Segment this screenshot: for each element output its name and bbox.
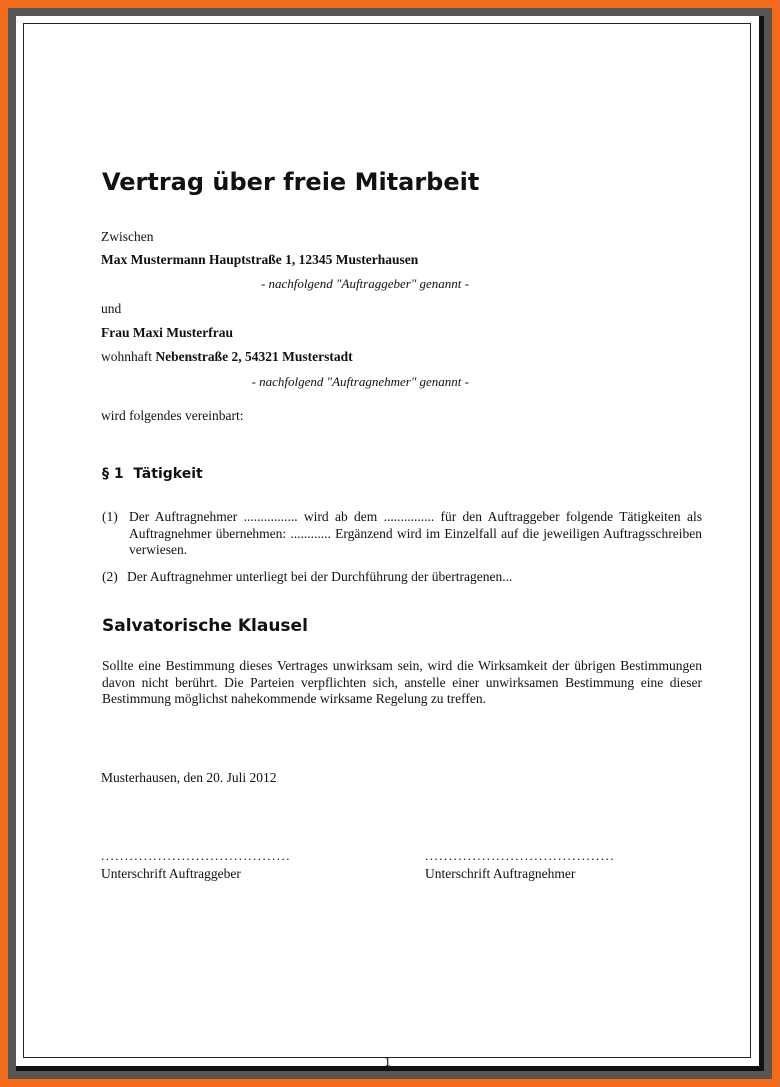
contractor-name: Frau Maxi Musterfrau	[101, 325, 233, 340]
section-1-title: Tätigkeit	[133, 466, 203, 482]
client-signature-line: ........................................	[101, 848, 291, 863]
contractor-address: Nebenstraße 2, 54321 Musterstadt	[155, 349, 353, 364]
clause-number: (2)	[102, 569, 118, 584]
contractor-residence	[101, 349, 353, 365]
page-number: 1	[384, 1054, 391, 1069]
contractor-role-note: - nachfolgend "Auftragnehmer" genannt -	[251, 374, 469, 389]
client-role-note: - nachfolgend "Auftraggeber" genannt -	[260, 276, 469, 291]
clause-text: Der Auftragnehmer ................ wird ab dem ............... für den Auftraggeber folgende Tätigkeiten als Auftragnehmer übernehmen: ............ Ergänzend wird im Einzelfall auf die jeweiligen Auftragsschreiben verwiesen.	[129, 509, 702, 557]
residence-prefix: wohnhaft	[101, 349, 152, 364]
clause-item	[102, 509, 702, 559]
clause-item	[102, 569, 702, 586]
and-label: und	[101, 301, 122, 316]
section-2-text: Sollte eine Bestimmung dieses Vertrages unwirksam sein, wird die Wirksamkeit der übrigen Bestimmungen davon nicht berührt. Die Parteien verpflichten sich, anstelle einer unwirksamen Bestimmung eine dieser Bestimmung möglichst nahekommende wirksame Regelung zu treffen.	[102, 658, 702, 706]
clause-number: (1)	[102, 509, 118, 524]
page-frame	[8, 8, 772, 1079]
contractor-signature-line: ........................................	[425, 848, 615, 863]
client-name-address: Max Mustermann Hauptstraße 1, 12345 Musterhausen	[101, 252, 419, 267]
clause-text: Der Auftragnehmer unterliegt bei der Durchführung der übertragenen...	[127, 569, 513, 584]
client-signature-label: Unterschrift Auftraggeber	[101, 866, 241, 881]
agreement-intro: wird folgendes vereinbart:	[101, 408, 244, 423]
document-title: Vertrag über freie Mitarbeit	[102, 168, 480, 196]
place-date: Musterhausen, den 20. Juli 2012	[101, 770, 277, 785]
contractor-signature-label: Unterschrift Auftragnehmer	[425, 866, 576, 881]
section-1-number: § 1	[102, 466, 124, 482]
between-label: Zwischen	[101, 229, 154, 244]
section-1-heading	[102, 466, 203, 482]
document-page	[16, 16, 764, 1071]
section-2-heading: Salvatorische Klausel	[102, 616, 308, 636]
